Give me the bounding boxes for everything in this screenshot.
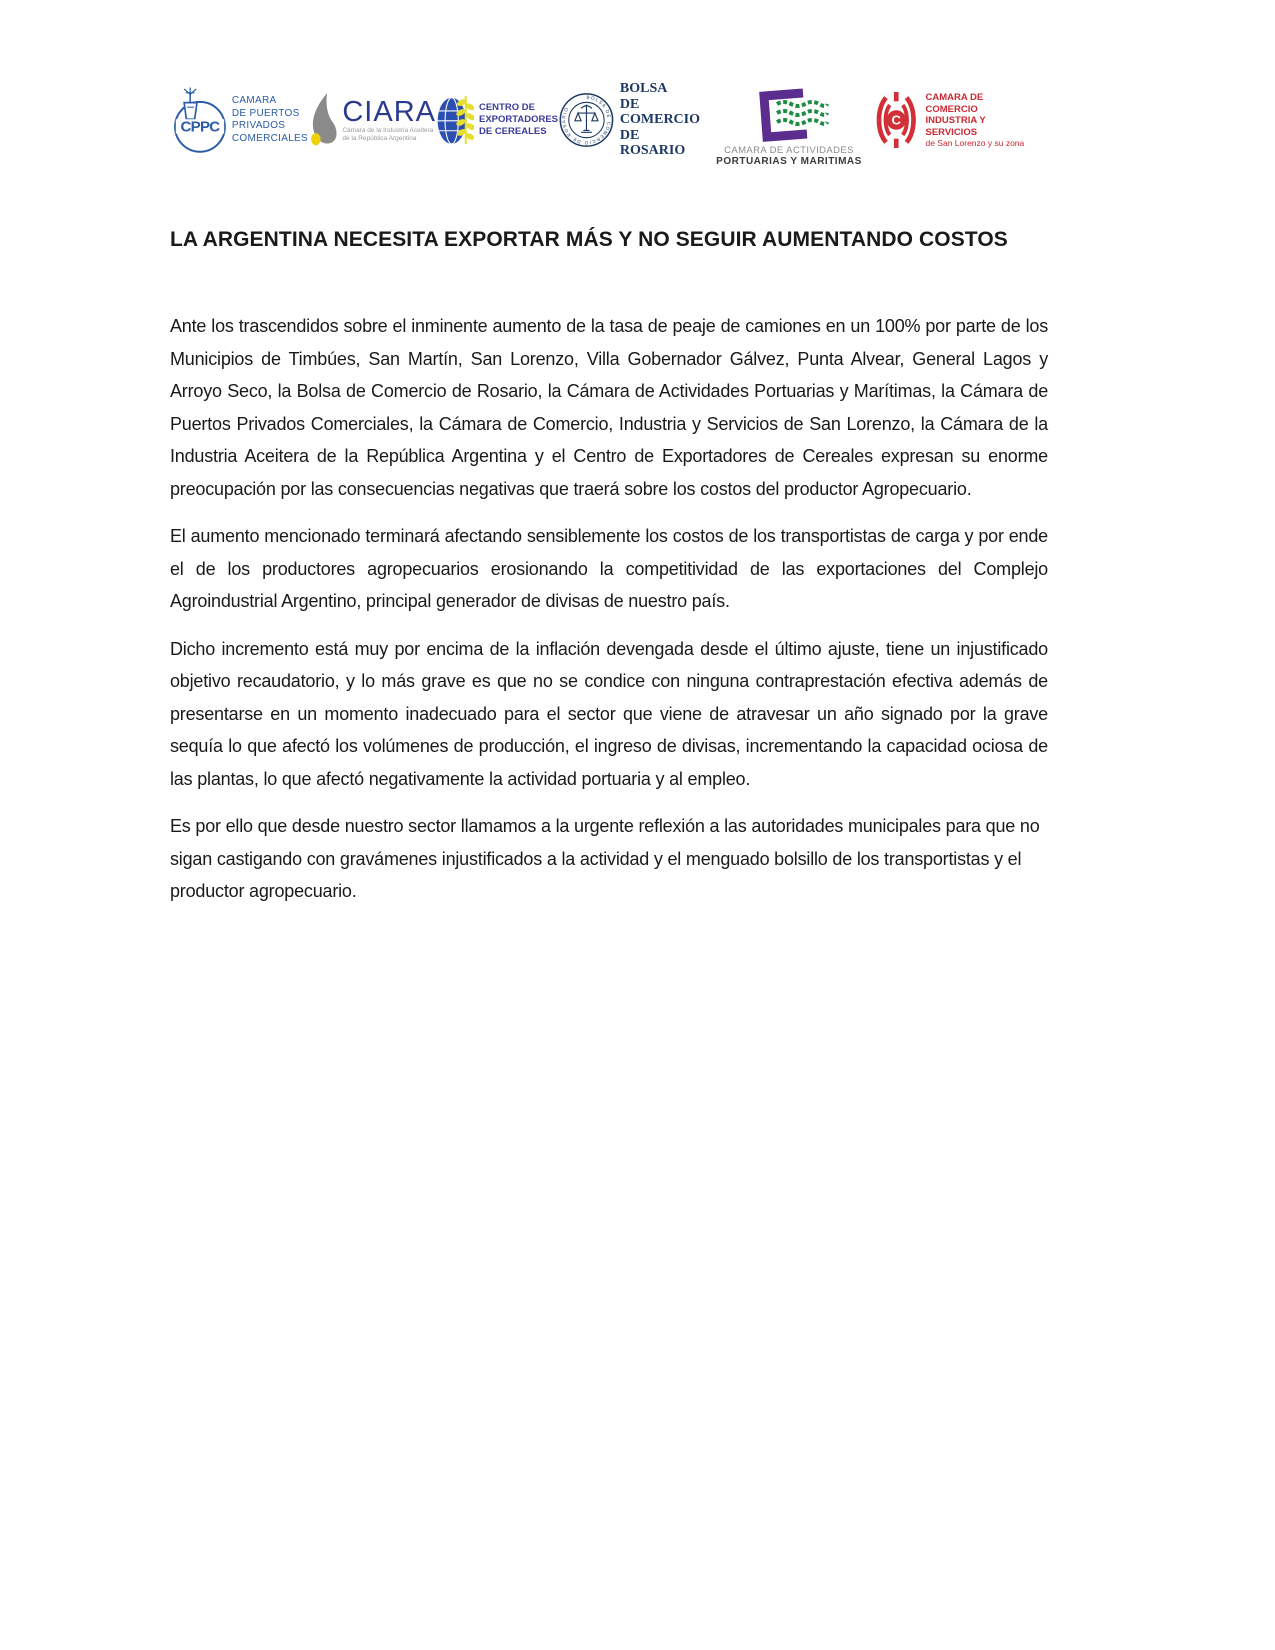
cec-label-line: CENTRO DE [478, 102, 535, 113]
logo-camara-comercio-san-lorenzo [872, 85, 1032, 155]
bcr-seal-ring-text: BOLSA DE COMERCIO DE ROSARIO [561, 94, 612, 146]
member-logos-header [166, 70, 1025, 170]
ccis-label [925, 92, 1032, 148]
bcr-seal-icon [558, 83, 615, 157]
cppc-acronym: CPPC [180, 118, 220, 136]
capym-label-line: CAMARA DE ACTIVIDADES [724, 145, 854, 156]
cec-globe-wheat-icon [436, 85, 474, 155]
ccis-emblem-icon [872, 85, 920, 155]
cppc-label-line: CAMARA [231, 95, 277, 106]
ciara-acronym: CIARA [342, 95, 436, 128]
capym-frame-waves-icon [747, 87, 831, 145]
bcr-label-line: BOLSA [619, 81, 668, 97]
ciara-flame-drop-icon [308, 85, 339, 155]
cec-label-line: EXPORTADORES [478, 114, 558, 125]
logo-bolsa-comercio-rosario [558, 81, 700, 159]
capym-label-line: PORTUARIAS Y MARITIMAS [716, 156, 862, 167]
cppc-port-crane-icon [166, 73, 228, 167]
paragraph-1: Ante los trascendidos sobre el inminente aumento de la tasa de peaje de camiones en un 100% por parte de los Municipios de Timbúes, San Martín, San Lorenzo, Villa Gobernador Gálvez, Punta Alvear, General Lagos y Arroyo Seco, la Bolsa de Comercio de Rosario, la Cámara de Actividades Portuarias y Marítimas, la Cámara de Puertos Privados Comerciales, la Cámara de Comercio, Industria y Servicios de San Lorenzo, la Cámara de la Industria Aceitera de la República Argentina y el Centro de Exportadores de Cereales expresan su enorme preocupación por las consecuencias negativas que traerá sobre los costos del productor Agropecuario. [170, 316, 1048, 499]
logo-cppc [166, 73, 308, 167]
ccis-label-line: de San Lorenzo y su zona [925, 138, 1025, 148]
cppc-label-line: DE PUERTOS [231, 107, 300, 119]
ciara-sub-line: Cámara de la Industria Aceitera [342, 126, 434, 134]
logo-camara-actividades-portuarias [714, 87, 864, 167]
paragraph-3: Dicho incremento está muy por encima de la inflación devengada desde el último ajuste, tiene un injustificado objetivo recaudatorio, y lo más grave es que no se condice con ninguna contraprestación efectiva además de presentarse en un momento inadecuado para el sector que viene de atravesar un año signado por la grave sequía lo que afectó los volúmenes de producción, el ingreso de divisas, incrementando la capacidad ociosa de las plantas, lo que afectó negativamente la actividad portuaria y al empleo. [170, 638, 1048, 789]
paragraph-2: El aumento mencionado terminará afectando sensiblemente los costos de los transportistas de carga y por ende el de los productores agropecuarios erosionando la competitividad de las exportaciones del Complejo Agroindustrial Argentino, principal generador de divisas de nuestro país. [170, 526, 1048, 611]
bcr-label-line: DE COMERCIO [619, 96, 701, 128]
cppc-label [232, 95, 308, 145]
cec-label [479, 102, 558, 138]
ccis-label-line: INDUSTRIA Y SERVICIOS [925, 115, 986, 138]
bcr-label-line: DE ROSARIO [619, 127, 686, 159]
cppc-label-line: COMERCIALES [231, 132, 308, 144]
logo-ciara [308, 85, 436, 155]
page-title: LA ARGENTINA NECESITA EXPORTAR MÁS Y NO SEGUIR AUMENTANDO COSTOS [170, 228, 1008, 251]
cppc-label-line: PRIVADOS [231, 120, 286, 131]
ciara-sub-line: de la República Argentina [342, 134, 417, 142]
cec-label-line: DE CEREALES [478, 126, 547, 137]
bcr-label [620, 81, 700, 159]
ccis-label-line: CAMARA DE COMERCIO [925, 92, 984, 115]
ciara-text [342, 95, 436, 143]
document-body [170, 228, 1048, 923]
logo-centro-exportadores-cereales [436, 85, 558, 155]
paragraph-4: Es por ello que desde nuestro sector llamamos a la urgente reflexión a las autoridades municipales para que no sigan castigando con gravámenes injustificados a la actividad y el menguado bolsillo de los transportistas y el productor agropecuario. [170, 816, 1040, 901]
ccis-center-letter: C [891, 112, 901, 128]
